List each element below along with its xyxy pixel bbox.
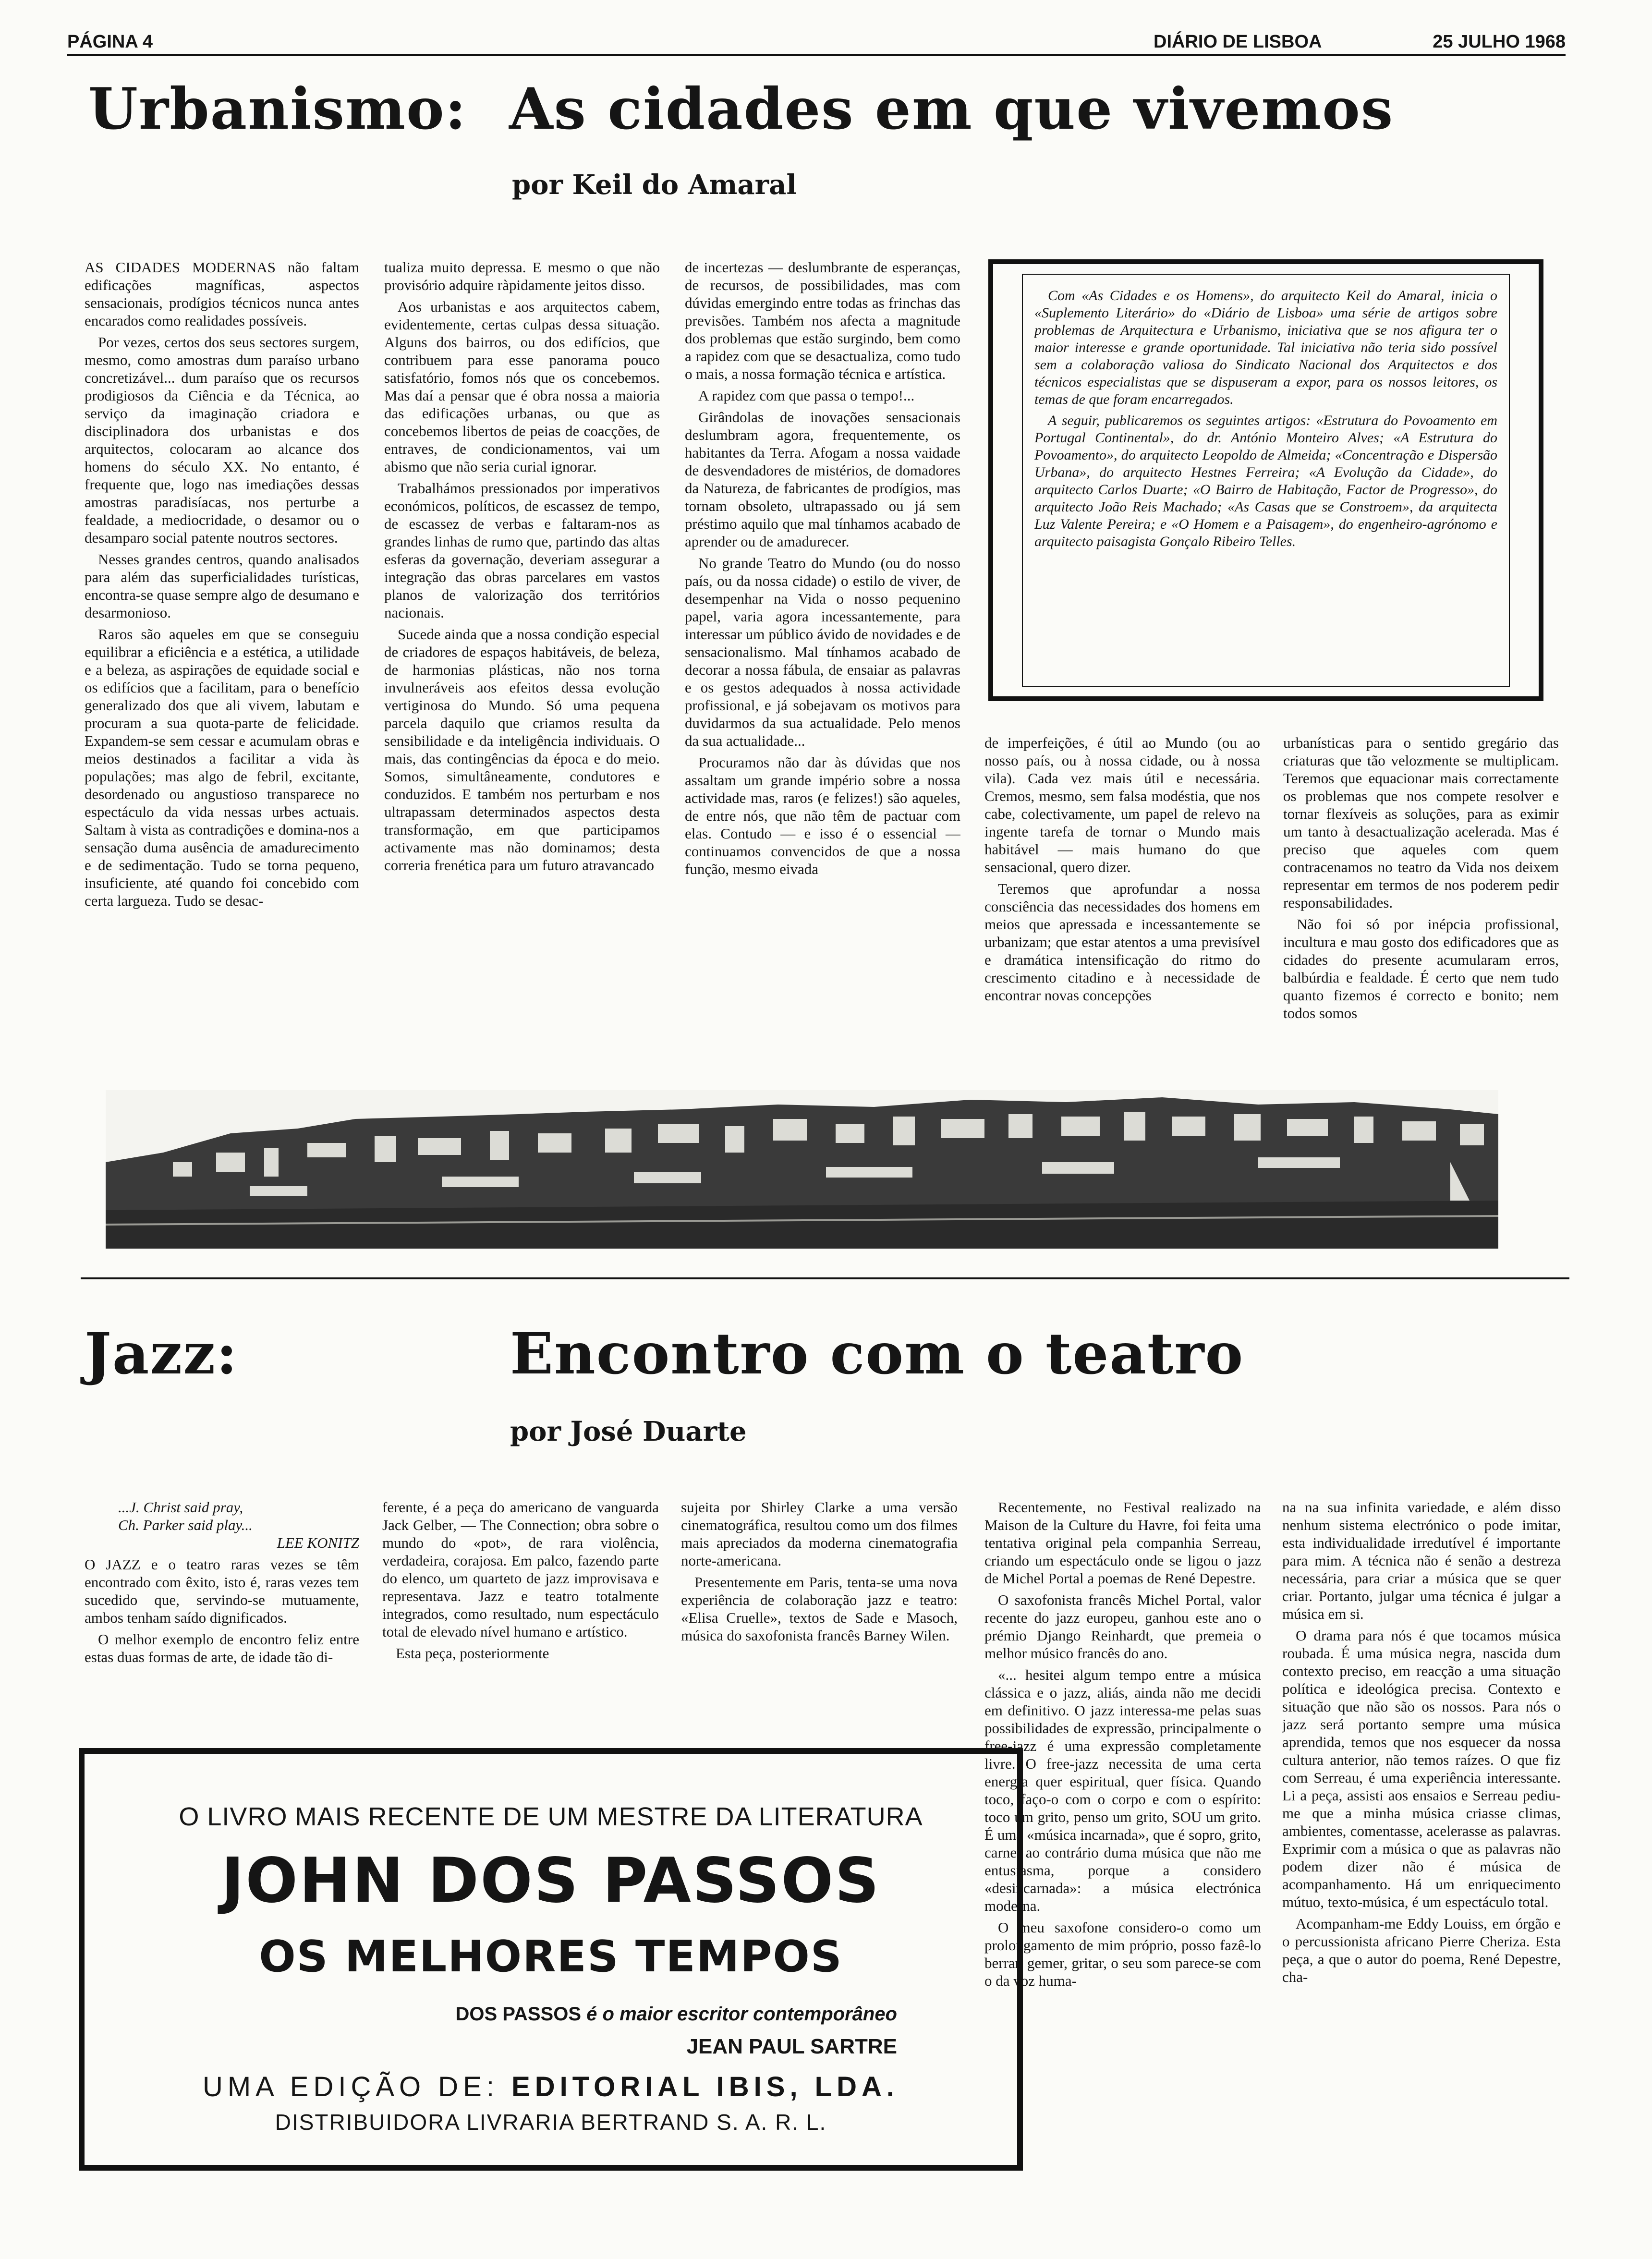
ad-quote-name: DOS PASSOS: [455, 2004, 582, 2025]
paragraph: O JAZZ e o teatro raras vezes se têm encontrado com êxito, isto é, raras vezes tem sucedido que, servindo-se mutuamente, ambos tenham saído dignificados.: [85, 1556, 359, 1626]
article1-kicker: Urbanismo:: [88, 75, 467, 142]
article2-column-1: [85, 1498, 359, 1738]
article1-column-4: [984, 734, 1260, 1075]
article1-column-3: [685, 258, 960, 1075]
paragraph: Nesses grandes centros, quando analisados para além das superficialidades turísticas, encontra-se quase sempre algo de desumano e desarmonioso.: [85, 551, 359, 621]
paragraph: Aos urbanistas e aos arquitectos cabem, evidentemente, certas culpas dessa situação. Alguns dos bairros, ou dos edifícios, que contribuem para esse panorama pouco satisfatório, fomos nós que os concebemos. Mas daí a pensar que é obra nossa a maioria das edificações urbanas, ou que as concebemos libertos de peias de coacções, de entraves, de condicionamentos, vai um abismo que não seria curial ignorar.: [384, 298, 660, 475]
paragraph: «... hesitei algum tempo entre a música clássica e o jazz, aliás, ainda não me decidi em definitivo. O jazz interessa-me pelas suas possibilidades de expressão, principalmente o free-jazz é uma expressão completamente livre. O free-jazz necessita de uma certa energia quer espiritual, quer física. Quando toco, faço-o com o corpo e com o espírito: toco um grito, penso um grito, SOU um grito. É uma «música incarnada», que é sopro, grito, carne, ao contrário duma música que não me entusiasma, porque a considero «desincarnada»: a música electrónica moderna.: [984, 1666, 1261, 1914]
ad-quote-text: é o maior escritor contemporâneo: [586, 2004, 897, 2025]
epigraph-line: ...J. Christ said pray,: [118, 1499, 243, 1516]
ad-distributor: DISTRIBUIDORA LIVRARIA BERTRAND S. A. R. L.: [275, 2110, 827, 2135]
page-number: PÁGINA 4: [67, 32, 153, 52]
city-panorama-photo: [106, 1090, 1498, 1249]
paragraph: No grande Teatro do Mundo (ou do nosso país, ou da nossa cidade) o estilo de viver, de desempenhar na Vida o nosso pequenino papel, varia agora incessantemente, para interessar um público ávido de novidades e de sensacionalismo. Mal tínhamos acabado de decorar a nossa fábula, de ensaiar as palavras e os gestos adequados à nossa actividade profissional, e já sobejavam os motivos para duvidarmos da sua actualidade. Pelo menos da sua actualidade...: [685, 555, 960, 749]
ad-book-title: OS MELHORES TEMPOS: [259, 1931, 843, 1982]
paragraph: O melhor exemplo de encontro feliz entre estas duas formas de arte, de idade tão di-: [85, 1631, 359, 1665]
paragraph: Esta peça, posteriormente: [396, 1645, 549, 1662]
paragraph: Com «As Cidades e os Homens», do arquitecto Keil do Amaral, inicia o «Suplemento Literário» do «Diário de Lisboa» uma série de artigos sobre problemas de Arquitectura e Urbanismo, iniciativa que se nos afigura ter o maior interesse e grande oportunidade. Tal iniciativa não teria sido possível sem a colaboração valiosa do Sindicato Nacional dos Arquitectos e dos técnicos especialistas que se dispuseram a expor, para os nossos leitores, os temas de que foram encarregados.: [1034, 288, 1497, 407]
editorial-note-text: [1034, 287, 1497, 673]
paragraph: urbanísticas para o sentido gregário das criaturas que tão velozmente se multiplicam. Teremos que equacionar mais correctamente os problemas que nos compete resolver e tornar flexíveis as soluções, para as eximir um tanto à desactualização acelerada. Mas é preciso que aqueles com quem contracenamos no teatro da Vida nos deixem representar em termos de nos poderem pedir responsabilidades.: [1283, 734, 1559, 911]
paragraph: tualiza muito depressa. E mesmo o que não provisório adquire ràpidamente jeitos disso.: [384, 259, 660, 293]
paragraph: de incertezas — deslumbrante de esperanças, de recursos, de possibilidades, mas com dúvidas emergindo entre todas as frinchas das previsões. Também nos afecta a magnitude dos problemas que estão surgindo, bem como a rapidez com que se desactualiza, como tudo o mais, a nossa formação técnica e artística.: [685, 259, 960, 382]
article2-column-3: [681, 1498, 958, 1738]
paragraph: O saxofonista francês Michel Portal, valor recente do jazz europeu, ganhou este ano o prémio Django Reinhardt, que premeia o melhor músico francês do ano.: [984, 1591, 1261, 1662]
paragraph: Girândolas de inovações sensacionais deslumbram agora, frequentemente, os habitantes da Terra. Afogam a nossa vaidade de desvendadores de mistérios, de domadores da Natureza, de fabricantes de prodígios, mas tornam obsoleto, ultrapassado ou já sem préstimo aquilo que mal tínhamos acabado de aprender ou de amadurecer.: [685, 409, 960, 550]
article2-column-4: [984, 1498, 1261, 2180]
newspaper-name: DIÁRIO DE LISBOA: [1154, 32, 1322, 52]
ad-edition-prefix: UMA EDIÇÃO DE:: [202, 2071, 499, 2102]
paragraph: Procuramos não dar às dúvidas que nos assaltam um grande império sobre a nossa actividade mas, raros (e felizes!) são aqueles, de entre nós, que não têm de pactuar com elas. Contudo — e isso é o essencial — continuamos convencidos de que a nossa função, mesmo eivada: [685, 754, 960, 877]
article2-title: Encontro com o teatro: [510, 1320, 1244, 1387]
article1-column-1: [85, 258, 359, 1075]
article1-column-2: [384, 258, 660, 1075]
masthead: [67, 32, 1566, 56]
article1-title: As cidades em que vivemos: [509, 75, 1394, 142]
section-divider: [81, 1277, 1569, 1279]
paragraph: Presentemente em Paris, tenta-se uma nova experiência de colaboração jazz e teatro: «Elisa Cruelle», textos de Sade e Masoch, música do saxofonista francês Barney Wilen.: [681, 1574, 958, 1644]
article2-column-5: [1282, 1498, 1561, 2180]
paragraph: de imperfeições, é útil ao Mundo (ou ao nosso país, ou à nossa cidade, ou à nossa vila). Cada vez mais útil e necessária. Cremos, mesmo, sem falsa modéstia, que nos cabe, colectivamente, um papel de relevo na ingente tarefa de tornar o Mundo mais habitável — mais humano do que sensacional, quero dizer.: [984, 734, 1260, 875]
paragraph: O drama para nós é que tocamos música roubada. É uma música negra, nascida dum contexto preciso, em reacção a uma situação política e ideológica precisa. Contexto e situação que não são os nossos. Para nós o jazz será portanto sempre uma música aprendida, temos que nos esquecer da nossa cultura anterior, não temos raízes. O que fiz com Serreau, é uma experiência interessante. Li a peça, assisti aos ensaios e Serreau pediu-me que a minha música criasse climas, ambientes, comentasse, acelerasse as palavras. Exprimir com a música o que as palavras não podem dizer não é música de acompanhamento. Há um enriquecimento mútuo, texto-música, é um espectáculo total.: [1282, 1627, 1561, 1910]
ad-publisher: EDITORIAL IBIS, LDA.: [511, 2071, 899, 2102]
paragraph: O meu saxofone considero-o como um prolongamento de mim próprio, posso fazê-lo berrar, gemer, gritar, o seu som parece-se com o da voz huma-: [984, 1919, 1261, 1989]
ad-edition: [85, 2071, 1017, 2103]
article2-column-2: [382, 1498, 659, 1738]
paragraph: AS CIDADES MODERNAS não faltam edificações magníficas, aspectos sensacionais, prodígios técnicos nunca antes encarados como realidades possíveis.: [85, 259, 359, 329]
paragraph: Recentemente, no Festival realizado na Maison de la Culture du Havre, foi feita uma tentativa original pela companhia Serreau, criando um espectáculo onde se ligou o jazz de Michel Portal a poemas de René Depestre.: [984, 1499, 1261, 1587]
paragraph: sujeita por Shirley Clarke a uma versão cinematográfica, resultou como um dos filmes mais apreciados da moderna cinematografia norte-americana.: [681, 1499, 958, 1569]
ad-author: JOHN DOS PASSOS: [221, 1845, 881, 1917]
ad-quote: [455, 2004, 897, 2025]
article1-column-5: [1283, 734, 1559, 1075]
editorial-note-box: [988, 259, 1543, 701]
paragraph: Acompanham-me Eddy Louiss, em órgão e o percussionista africano Pierre Cheriza. Esta peça, a que o autor do poema, René Depestre, cha-: [1282, 1915, 1561, 1985]
ad-tagline: O LIVRO MAIS RECENTE DE UM MESTRE DA LITERATURA: [179, 1802, 923, 1831]
epigraph-attribution: LEE KONITZ: [277, 1534, 359, 1551]
paragraph: A seguir, publicaremos os seguintes artigos: «Estrutura do Povoamento em Portugal Continental», do dr. António Monteiro Alves; «A Estrutura do Povoamento», do arquitecto Leopoldo de Almeida; «Concentração e Dispersão Urbana», do arquitecto Hestnes Ferreira; «A Evolução da Cidade», do arquitecto Carlos Duarte; «O Bairro de Habitação, Factor de Progresso», do arquitecto João Reis Machado; «As Casas que se Constroem», da arquitecta Luz Valente Pereira; e «O Homem e a Paisagem», do engenheiro-agrónomo e arquitecto paisagista Gonçalo Ribeiro Telles.: [1034, 413, 1497, 549]
editorial-note-frame: [1022, 274, 1510, 687]
article1-byline: por Keil do Amaral: [512, 169, 797, 201]
issue-date: 25 JULHO 1968: [1433, 32, 1566, 52]
paragraph: Trabalhámos pressionados por imperativos económicos, políticos, de escassez de tempo, de escassez de verbas e faltaram-nos as grandes linhas de rumo que, partindo das altas esferas da governação, deveriam assegurar a integração das obras parcelares em vastos planos de valorização dos territórios nacionais.: [384, 480, 660, 621]
city-skyline-image: [106, 1090, 1498, 1249]
paragraph: Teremos que aprofundar a nossa consciência das necessidades dos homens em meios que apressada e incessantemente se urbanizam; que estar atentos a uma previsível e dramática intensificação do ritmo do crescimento citadino e à necessidade de encontrar novas concepções: [984, 880, 1260, 1004]
paragraph: ferente, é a peça do americano de vanguarda Jack Gelber, — The Connection; obra sobre o mundo do «pot», de rara violência, verdadeira, corajosa. Em palco, fazendo parte do elenco, um quarteto de jazz improvisava e representava. Jazz e teatro totalmente integrados, como resultado, num espectáculo total de elevado nível humano e artístico.: [382, 1499, 659, 1640]
masthead-rule: [67, 54, 1566, 56]
paragraph: Raros são aqueles em que se conseguiu equilibrar a eficiência e a estética, a utilidade e a beleza, as aspirações de equidade social e os edifícios que a facilitam, para o benefício generalizado dos que ali vivem, labutam e procuram a sua quota-parte de felicidade. Expandem-se sem cessar e acumulam obras e meios destinados a facilitar a vida às populações; mas algo de febril, excitante, desordenado ou angustioso transparece no espectáculo da vida nessas urbes actuais. Saltam à vista as contradições e domina-nos a sensação duma ausência de amadurecimento e de sedimentação. Tudo se torna pequeno, insuficiente, até quando foi concebido com certa largueza. Tudo se desac-: [85, 626, 359, 909]
paragraph: Sucede ainda que a nossa condição especial de criadores de espaços habitáveis, de beleza, de harmonias plásticas, não nos torna invulneráveis aos efeitos dessa evolução vertiginosa do Mundo. Só uma pequena parcela daquilo que criamos resulta da sensibilidade e da inteligência individuais. O mais, das contingências da época e do meio. Somos, simultâneamente, condutores e conduzidos. E também nos perturbam e nos ultrapassam determinados aspectos desta transformação, em que participamos activamente mas não dominamos; desta correria frenética para um futuro atravancado: [384, 626, 660, 874]
paragraph: Não foi só por inépcia profissional, incultura e mau gosto dos edificadores que as cidades do presente acumularam erros, balbúrdia e fealdade. É certo que nem tudo quanto fizemos é correcto e bonito; nem todos somos: [1283, 916, 1559, 1021]
paragraph: Por vezes, certos dos seus sectores surgem, mesmo, como amostras dum paraíso urbano concretizável... dum paraíso que os recursos prodigiosos da Ciência e da Técnica, ao serviço da imaginação criadora e disciplinadora dos urbanistas e dos arquitectos, colocaram ao alcance dos homens do século XX. No entanto, é frequente que, logo nas imediações dessas amostras paradisíacas, nos perturbe a fealdade, a mediocridade, o desamor ou o desamparo social patente noutros sectores.: [85, 334, 359, 546]
epigraph-line: Ch. Parker said play...: [118, 1517, 253, 1533]
paragraph: na na sua infinita variedade, e além disso nenhum sistema electrónico o pode imitar, esta individualidade irredutível é importante para mim. A técnica não é senão a destreza necessária, para criar a música que se quer criar. Portanto, julgar uma técnica é julgar a música em si.: [1282, 1499, 1561, 1622]
article2-byline: por José Duarte: [510, 1416, 747, 1447]
book-advertisement: [79, 1748, 1023, 2171]
ad-quote-author: JEAN PAUL SARTRE: [686, 2035, 897, 2058]
article2-kicker: Jazz:: [85, 1320, 238, 1387]
paragraph: A rapidez com que passa o tempo!...: [698, 387, 915, 404]
